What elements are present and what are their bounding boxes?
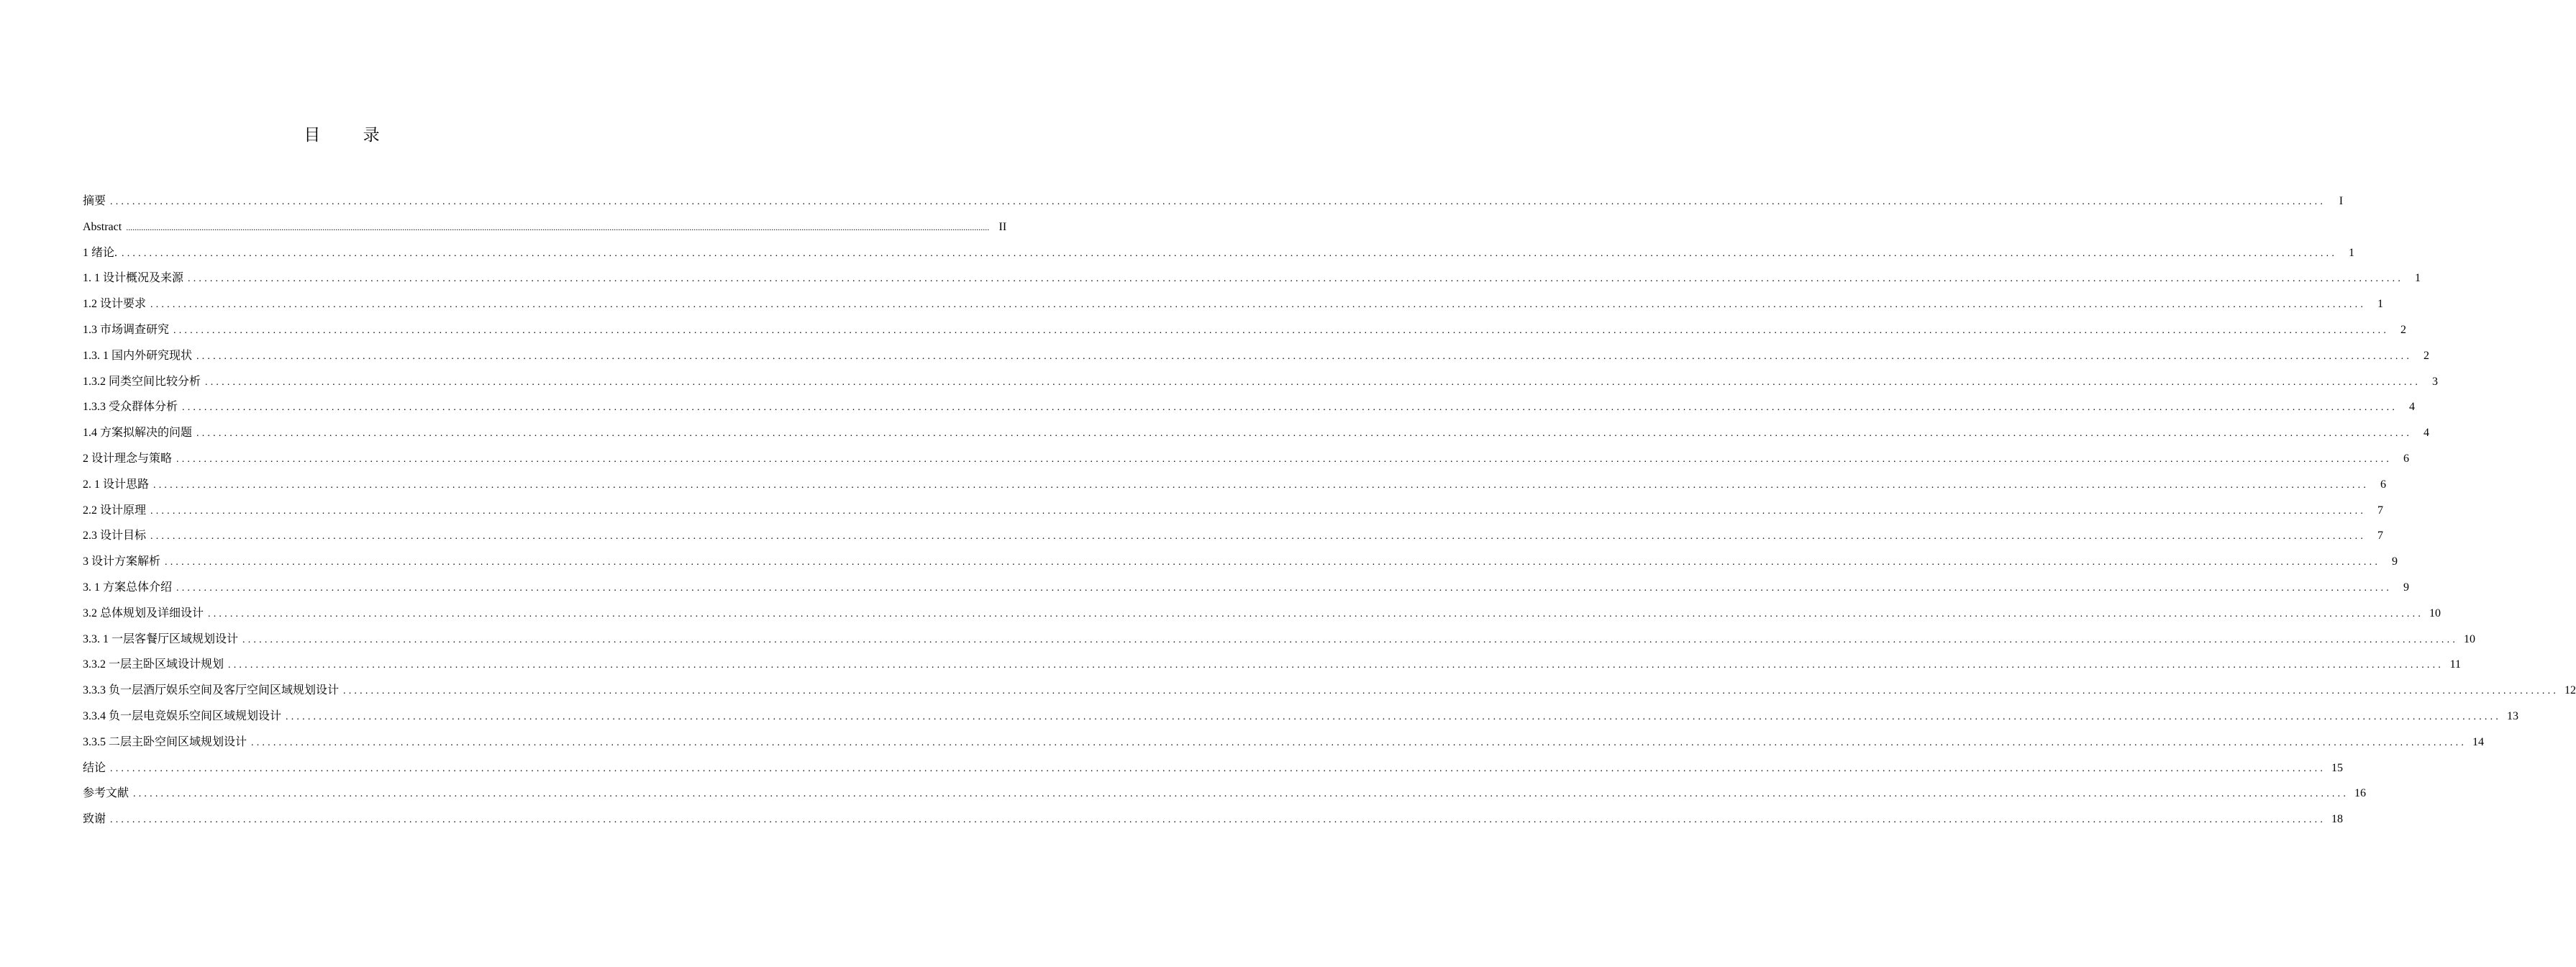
- toc-entry-page-number: 6: [2380, 478, 2387, 491]
- toc-dot-leader: ................................................................................................................................................................................................................................................................................................................................................................................................................: [176, 582, 2393, 594]
- toc-entry[interactable]: [83, 446, 2410, 472]
- toc-entry-page-number: 1: [2415, 272, 2421, 285]
- toc-dot-leader: ................................................................................................................................................................................................................................................................................................................................................................................................................: [173, 324, 2390, 336]
- toc-entry-label: 致谢: [83, 813, 106, 826]
- toc-entry-page-number: 9: [2403, 581, 2410, 594]
- toc-entry[interactable]: [83, 601, 2441, 627]
- toc-entry-label: 3 设计方案解析: [83, 555, 161, 568]
- toc-entry[interactable]: [83, 755, 2344, 781]
- toc-entry-label: 摘要: [83, 195, 106, 207]
- table-of-contents: [83, 189, 2576, 832]
- toc-entry-label: 3. 1 方案总体介绍: [83, 581, 173, 594]
- toc-entry-page-number: 3: [2432, 375, 2439, 388]
- toc-entry-label: 3.3.3 负一层酒厅娱乐空间及客厅空间区域规划设计: [83, 684, 340, 697]
- toc-entry[interactable]: [83, 498, 2384, 524]
- toc-entry[interactable]: [83, 317, 2407, 343]
- toc-entry[interactable]: [83, 420, 2430, 446]
- toc-dot-leader: ................................................................................................................................................................................................................................................................................................................................................................................................................: [208, 608, 2424, 619]
- toc-dot-leader: ................................................................................................................................................................................................................................................................................................................................................................................................................: [182, 402, 2398, 414]
- toc-entry-page-number: 7: [2377, 504, 2384, 517]
- toc-entry-page-number: 7: [2377, 530, 2384, 542]
- toc-entry-page-number: I: [2339, 195, 2344, 207]
- toc-dot-leader: ................................................................................................................................................................................................................................................................................................................................................................................................................: [110, 196, 2326, 207]
- toc-entry[interactable]: [83, 807, 2344, 832]
- toc-entry[interactable]: [83, 472, 2387, 498]
- toc-entry[interactable]: [83, 627, 2476, 653]
- toc-entry-label: 1.4 方案拟解决的问题: [83, 427, 193, 440]
- toc-entry[interactable]: [83, 369, 2439, 395]
- toc-entry-label: 1.3. 1 国内外研究现状: [83, 349, 193, 362]
- toc-dot-leader: ................................................................................................................................................................................................................................................................................................................................................................................................................: [153, 479, 2370, 491]
- toc-dot-leader: ................................................................................................................................................................................................................................................................................................................................................................................................................: [122, 248, 2338, 259]
- toc-entry[interactable]: [83, 265, 2421, 291]
- toc-entry[interactable]: [83, 240, 2355, 266]
- toc-entry[interactable]: [83, 652, 2462, 678]
- toc-dot-leader: ................................................................................................................................................................................................................................................................................................................................................................................................................: [343, 686, 2559, 697]
- toc-entry[interactable]: [83, 549, 2398, 575]
- toc-entry-page-number: 9: [2392, 555, 2398, 568]
- toc-entry-label: 3.3. 1 一层客餐厅区域规划设计: [83, 632, 239, 645]
- toc-entry-page-number: 10: [2464, 632, 2476, 645]
- toc-entry-page-number: 11: [2449, 658, 2462, 671]
- toc-dot-leader: ................................................................................................................................................................................................................................................................................................................................................................................................................: [126, 222, 990, 232]
- toc-dot-leader: ................................................................................................................................................................................................................................................................................................................................................................................................................: [150, 299, 2367, 311]
- toc-dot-leader: ................................................................................................................................................................................................................................................................................................................................................................................................................: [242, 634, 2459, 645]
- toc-entry-label: 2.3 设计目标: [83, 530, 147, 542]
- toc-dot-leader: ................................................................................................................................................................................................................................................................................................................................................................................................................: [110, 814, 2326, 826]
- toc-entry-label: 3.3.2 一层主卧区域设计规划: [83, 658, 224, 671]
- toc-entry-label: 结论: [83, 761, 106, 774]
- toc-entry-label: 1.3 市场调查研究: [83, 323, 170, 336]
- toc-entry-label: 1. 1 设计概况及来源: [83, 272, 184, 285]
- toc-entry[interactable]: [83, 678, 2576, 704]
- toc-dot-leader: ................................................................................................................................................................................................................................................................................................................................................................................................................: [165, 557, 2381, 568]
- toc-entry-page-number: 1: [2377, 298, 2384, 311]
- toc-entry-page-number: 14: [2472, 735, 2485, 748]
- toc-entry-label: 2.2 设计原理: [83, 504, 147, 517]
- toc-entry-label: 2. 1 设计思路: [83, 478, 150, 491]
- toc-entry-page-number: II: [998, 220, 1007, 233]
- toc-entry[interactable]: [83, 343, 2430, 369]
- toc-dot-leader: ................................................................................................................................................................................................................................................................................................................................................................................................................: [286, 711, 2502, 722]
- toc-entry[interactable]: [83, 394, 2416, 420]
- toc-dot-leader: ................................................................................................................................................................................................................................................................................................................................................................................................................: [133, 789, 2349, 800]
- toc-entry-page-number: 18: [2331, 813, 2344, 826]
- toc-dot-leader: ................................................................................................................................................................................................................................................................................................................................................................................................................: [228, 660, 2444, 671]
- toc-entry-label: 1.3.2 同类空间比较分析: [83, 375, 201, 388]
- toc-dot-leader: ................................................................................................................................................................................................................................................................................................................................................................................................................: [196, 428, 2413, 440]
- toc-entry[interactable]: [83, 291, 2384, 317]
- toc-dot-leader: ................................................................................................................................................................................................................................................................................................................................................................................................................: [188, 273, 2404, 285]
- toc-entry-page-number: 10: [2429, 607, 2441, 619]
- toc-entry-label: 2 设计理念与策略: [83, 452, 173, 465]
- toc-entry-page-number: 6: [2403, 452, 2410, 465]
- toc-dot-leader: ................................................................................................................................................................................................................................................................................................................................................................................................................: [110, 763, 2326, 774]
- toc-dot-leader: ................................................................................................................................................................................................................................................................................................................................................................................................................: [196, 350, 2413, 362]
- toc-entry[interactable]: [83, 523, 2384, 549]
- toc-entry-label: 3.3.4 负一层电竞娱乐空间区域规划设计: [83, 709, 282, 722]
- toc-entry-page-number: 4: [2423, 427, 2430, 440]
- toc-entry-page-number: 15: [2331, 761, 2344, 774]
- toc-entry[interactable]: [83, 575, 2410, 601]
- toc-entry[interactable]: [83, 730, 2485, 755]
- toc-entry-label: 1 绪论.: [83, 246, 118, 259]
- toc-dot-leader: ................................................................................................................................................................................................................................................................................................................................................................................................................: [150, 505, 2367, 517]
- toc-dot-leader: ................................................................................................................................................................................................................................................................................................................................................................................................................: [205, 376, 2421, 388]
- toc-entry-page-number: 2: [2400, 323, 2407, 336]
- toc-entry[interactable]: [83, 704, 2519, 730]
- toc-entry-label: 1.3.3 受众群体分析: [83, 401, 178, 414]
- toc-entry[interactable]: [83, 189, 2344, 214]
- toc-entry-label: Abstract: [83, 220, 122, 233]
- toc-dot-leader: ................................................................................................................................................................................................................................................................................................................................................................................................................: [251, 737, 2467, 748]
- toc-entry-label: 3.3.5 二层主卧空间区域规划设计: [83, 735, 247, 748]
- toc-entry-page-number: 13: [2507, 709, 2519, 722]
- toc-entry-page-number: 1: [2349, 246, 2355, 259]
- toc-entry-page-number: 16: [2354, 787, 2367, 800]
- toc-dot-leader: ................................................................................................................................................................................................................................................................................................................................................................................................................: [150, 531, 2367, 542]
- toc-dot-leader: ................................................................................................................................................................................................................................................................................................................................................................................................................: [176, 453, 2393, 465]
- toc-title: 目 录: [304, 126, 399, 145]
- toc-entry-page-number: 12: [2564, 684, 2576, 697]
- toc-entry-page-number: 4: [2409, 401, 2416, 414]
- toc-entry[interactable]: [83, 214, 1007, 240]
- toc-entry-page-number: 2: [2423, 349, 2430, 362]
- toc-entry-label: 3.2 总体规划及详细设计: [83, 607, 204, 619]
- toc-entry-label: 1.2 设计要求: [83, 298, 147, 311]
- toc-entry-label: 参考文献: [83, 787, 129, 800]
- toc-entry[interactable]: [83, 781, 2367, 807]
